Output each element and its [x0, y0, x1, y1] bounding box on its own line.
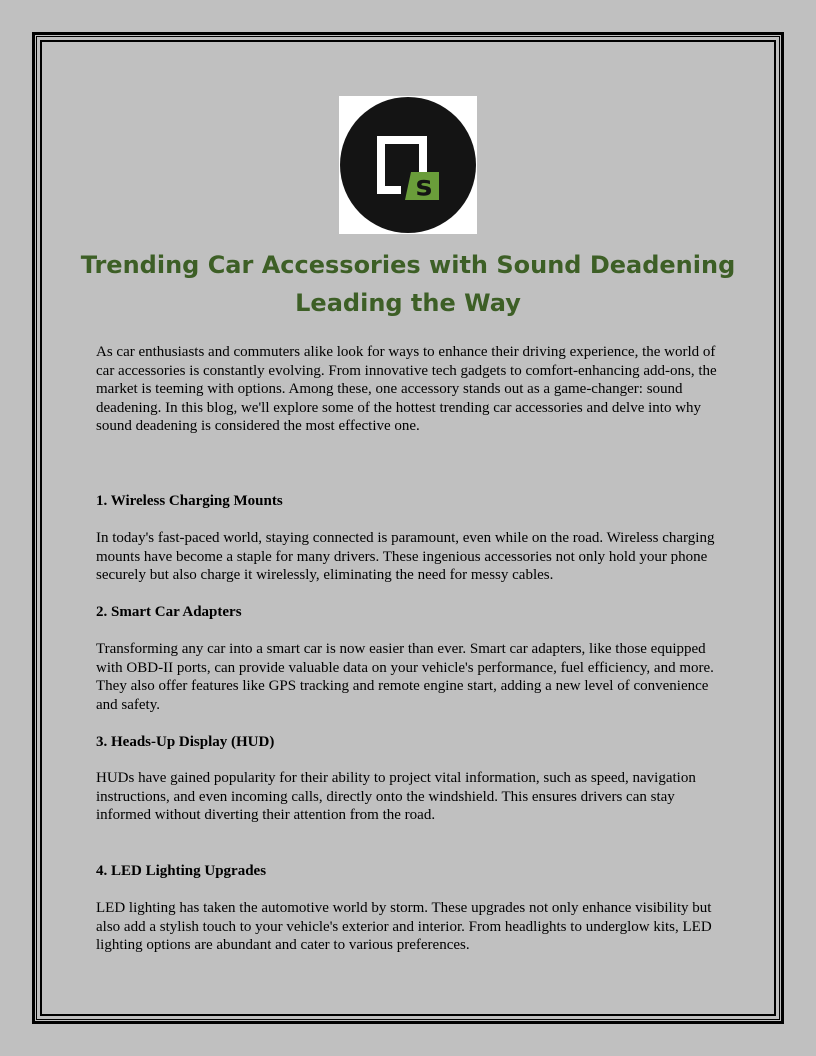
- brand-logo: [339, 96, 477, 234]
- svg-text:s: s: [415, 169, 433, 202]
- section-body-4: LED lighting has taken the automotive world by storm. These upgrades not only enhance visibility but also add a stylish touch to your vehicle's exterior and interior. From headlights to underglow kits, LED lighting options are abundant and cater to various preferences.: [96, 900, 712, 953]
- section-heading-2: 2. Smart Car Adapters: [96, 604, 242, 620]
- section-body-3: HUDs have gained popularity for their ability to project vital information, such as speed, navigation instructions, and even incoming calls, directly onto the windshield. This ensures drivers can stay informed without diverting their attention from the road.: [96, 770, 696, 823]
- section-heading-4: 4. LED Lighting Upgrades: [96, 863, 267, 879]
- brand-logo-icon: [339, 96, 477, 234]
- page-title: Trending Car Accessories with Sound Deadening Leading the Way: [80, 251, 736, 317]
- intro-paragraph: As car enthusiasts and commuters alike look for ways to enhance their driving experience, the world of car accessories is constantly evolving. From innovative tech gadgets to comfort-enhancing add-ons, the market is teeming with options. Among these, one accessory stands out as a game-changer: sound deadening. In this blog, we'll explore some of the hottest trending car accessories and delve into why sound deadening is considered the most effective one.: [96, 344, 717, 434]
- section-body-1: In today's fast-paced world, staying connected is paramount, even while on the road. Wireless charging mounts have become a staple for many drivers. These ingenious accessories not only hold your phone securely but also charge it wirelessly, eliminating the need for messy cables.: [96, 530, 715, 583]
- section-body-2: Transforming any car into a smart car is now easier than ever. Smart car adapters, like those equipped with OBD-II ports, can provide valuable data on your vehicle's performance, fuel efficiency, and more. They also offer features like GPS tracking and remote engine start, adding a new level of convenience and safety.: [96, 641, 714, 713]
- section-heading-3: 3. Heads-Up Display (HUD): [96, 734, 275, 750]
- section-heading-1: 1. Wireless Charging Mounts: [96, 493, 283, 509]
